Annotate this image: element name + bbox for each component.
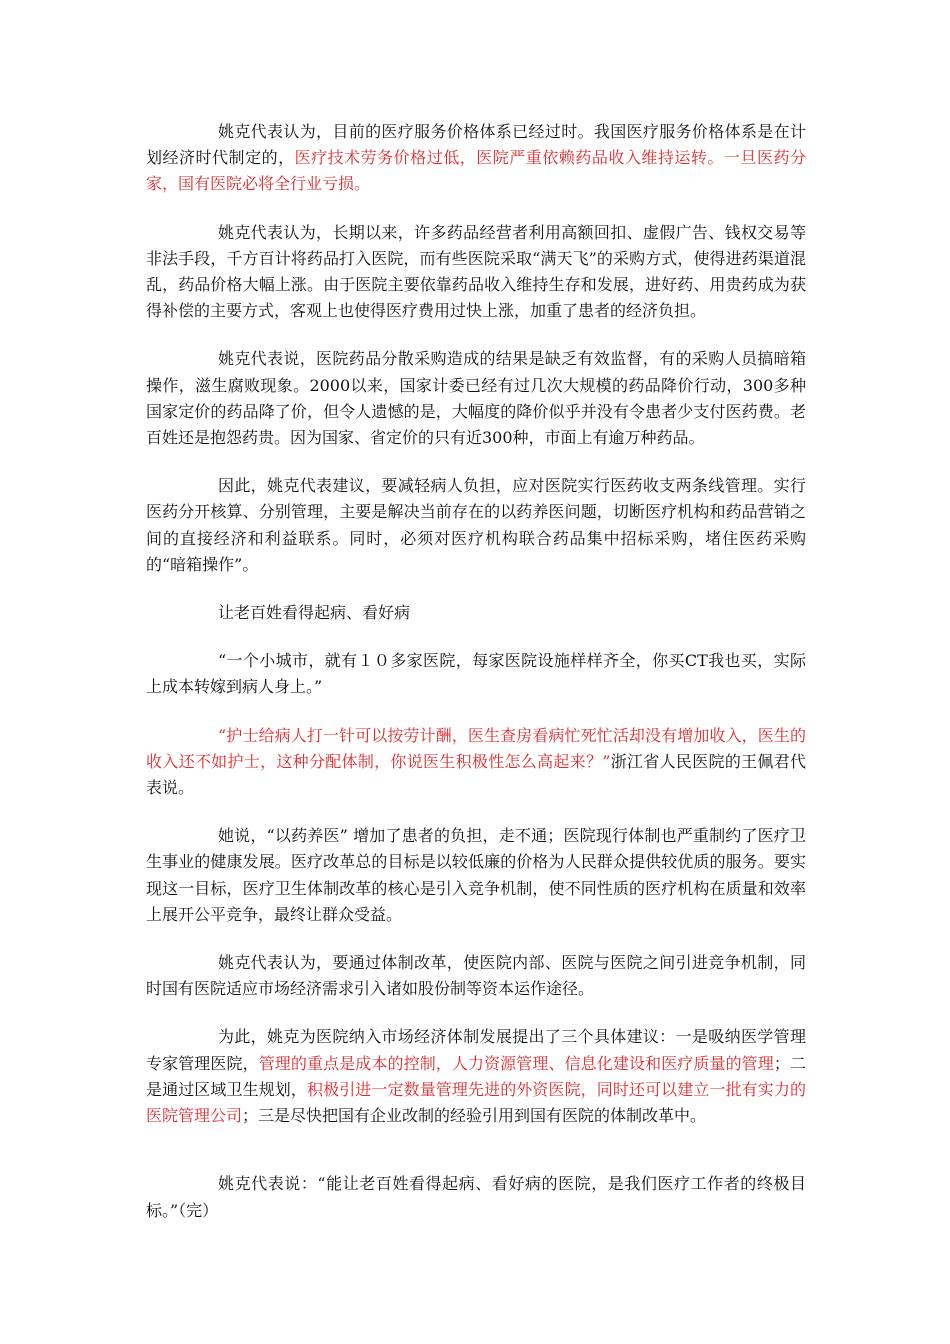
highlighted-text-run: “护士给病人打一针可以按劳计酬，医生查房看病忙死忙活却没有增加收入，医生的收入还不如护士，这种分配体制，你说医生积极性怎么高起来？” — [146, 725, 806, 771]
text-run: 姚克代表认为，目前的医疗服务价格体系已经过时。我国医疗服务价格体系是在计划经济时代制定的， — [146, 122, 806, 168]
text-run: 姚克代表认为，长期以来，许多药品经营者利用高额回扣、虚假广告、钱权交易等非法手段，千方百计将药品打入医院，而有些医院采取“满天飞”的采购方式，使得进药渠道混乱，药品价格大幅上涨。由于医院主要依靠药品收入维持生存和发展，进好药、用贵药成为获得补偿的主要方式，客观上也使得医疗费用过快上涨，加重了患者的经济负担。 — [146, 222, 806, 321]
highlighted-text-run: 医疗技术劳务价格过低，医院严重依赖药品收入维持运转。一旦医药分家，国有医院必将全行业亏损。 — [146, 148, 806, 194]
text-run: 让老百姓看得起病、看好病 — [218, 603, 411, 623]
text-run: “一个小城市，就有１０多家医院，每家医院设施样样齐全，你买CT我也买，实际上成本转嫁到病人身上。” — [146, 651, 806, 697]
text-run: ；二是通过区域卫生规划， — [146, 1053, 806, 1099]
paragraph-drug-channels — [146, 220, 806, 325]
paragraph-three-suggestions — [146, 1024, 806, 1129]
text-run: 浙江省人民医院的王佩君代表说。 — [146, 751, 806, 798]
paragraph-reform-goal — [146, 823, 806, 928]
text-run: 她说，“以药养医” 增加了患者的负担，走不通；医院现行体制也严重制约了医疗卫生事业的健康发展。医疗改革总的目标是以较低廉的价格为人民群众提供较优质的服务。要实现这一目标，医疗卫生体制改革的核心是引入竞争机制，使不同性质的医疗机构在质量和效率上展开公平竞争，最终让群众受益。 — [146, 826, 806, 924]
paragraph-competition — [146, 950, 806, 1002]
text-run: 因此，姚克代表建议，要减轻病人负担，应对医院实行医药收支两条线管理。实行医药分开核算、分别管理，主要是解决当前存在的以药养医问题，切断医疗机构和药品营销之间的直接经济和利益联系。同时，必须对医疗机构联合药品集中招标采购，堵住医药采购的“暗箱操作”。 — [146, 476, 806, 574]
paragraph-closing — [146, 1171, 806, 1223]
text-run: 姚克代表认为，要通过体制改革，使医院内部、医院与医院之间引进竞争机制，同时国有医院适应市场经济需求引入诸如股份制等资本运作途径。 — [146, 953, 806, 999]
highlighted-text-run: 积极引进一定数量管理先进的外资医院，同时还可以建立一批有实力的医院管理公司 — [146, 1079, 806, 1126]
paragraph-quote-small-city — [146, 648, 806, 700]
section-heading — [146, 600, 806, 626]
text-run: 姚克代表说：“能让老百姓看得起病、看好病的医院，是我们医疗工作者的终极目标。”（完） — [146, 1174, 806, 1220]
text-run: ；三是尽快把国有企业改制的经验引用到国有医院的体制改革中。 — [242, 1106, 707, 1126]
paragraph-proposal — [146, 473, 806, 578]
text-run: 姚克代表说，医院药品分散采购造成的结果是缺乏有效监督，有的采购人员搞暗箱操作，滋生腐败现象。2000以来，国家计委已经有过几次大规模的药品降价行动，300多种国家定价的药品降了价，但令人遗憾的是，大幅度的降价似乎并没有令患者少支付医药费。老百姓还是抱怨药贵。因为国家、省定价的只有近300种，市面上有逾万种药品。 — [146, 349, 806, 448]
text-run: 为此，姚克为医院纳入市场经济体制发展提出了三个具体建议：一是吸纳医学管理专家管理医院， — [146, 1027, 806, 1073]
article-body — [146, 119, 806, 1246]
highlighted-text-run: 管理的重点是成本的控制，人力资源管理、信息化建设和医疗质量的管理 — [258, 1053, 774, 1073]
paragraph-procurement — [146, 346, 806, 451]
paragraph-price-system — [146, 119, 806, 198]
paragraph-quote-nurse — [146, 723, 806, 802]
